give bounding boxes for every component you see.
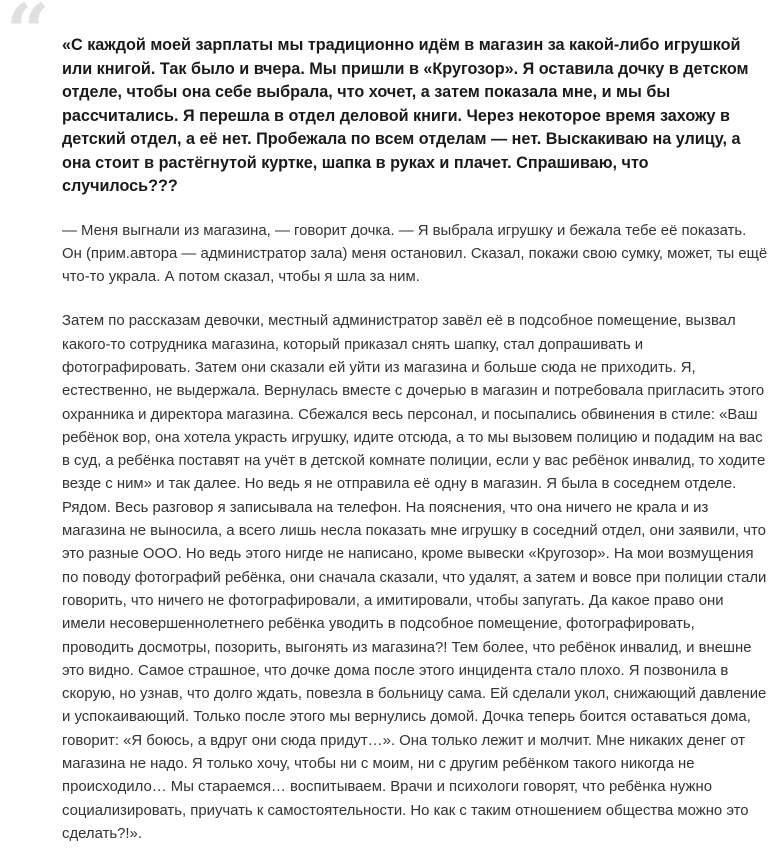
paragraph-daughter-quote: — Меня выгнали из магазина, — говорит дочка. — Я выбрала игрушку и бежала тебе её показать. Он (прим.автора — администратор зала) меня остановил. Сказал, покажи свою сумку, может, ты ещё что-то украла. А потом сказал, чтобы я шла за ним. xyxy=(62,222,768,286)
quote-mark-icon: “ xyxy=(6,0,50,76)
paragraph-story: Затем по рассказам девочки, местный администратор завёл её в подсобное помещение, вызвал какого-то сотрудника магазина, который приказал снять шапку, стал допрашивать и фотографировать. Затем они сказали ей уйти из магазина и больше сюда не приходить. Я, естественно, не выдержала. Вернулась вместе с дочерью в магазин и потребовала пригласить этого охранника и директора магазина. Сбежался весь персонал, и посыпались обвинения в стиле: «Ваш ребёнок вор, она хотела украсть игрушку, идите отсюда, а то мы вызовем полицию и подадим на вас в суд, а ребёнка поставят на учёт в детской комнате полиции, если у вас ребёнок инвалид, то ходите везде с ним» и так далее. Но ведь я не отправила её одну в магазин. Я была в соседнем отделе. Рядом. Весь разговор я записывала на телефон. На пояснения, что она ничего не крала и из магазина не выносила, а всего лишь несла показать мне игрушку в соседний отдел, они заявили, что это разные ООО. Но ведь этого нигде не написано, кроме вывески «Кругозор». На мои возмущения по поводу фотографий ребёнка, они сначала сказали, что удалят, а затем и вовсе при полиции стали говорить, что ничего не фотографировали, а имитировали, чтобы запугать. Да какое право они имели несовершеннолетнего ребёнка уводить в подсобное помещение, фотографировать, проводить досмотры, позорить, выгонять из магазина?! Тем более, что ребёнок инвалид, и внешне это видно. Самое страшное, что дочке дома после этого инцидента стало плохо. Я позвонила в скорую, но узнав, что долго ждать, повезла в больницу сама. Ей сделали укол, снижающий давление и успокаивающий. Только после этого мы вернулись домой. Дочка теперь боится оставаться дома, говорит: «Я боюсь, а вдруг они сюда придут…». Она только лежит и молчит. Мне никаких денег от магазина не надо. Я только хочу, чтобы ни с моим, ни с другим ребёнком такого никогда не происходило… Мы стараемся… воспитываем. Врачи и психологи говорят, что ребёнка нужно социализировать, приучать к самостоятельности. Но как с таким отношением общества можно это сделать?!». xyxy=(62,313,767,842)
blockquote-text: «С каждой моей зарплаты мы традиционно идём в магазин за какой-либо игрушкой или книгой. Так было и вчера. Мы пришли в «Кругозор». Я оставила дочку в детском отделе, чтобы она себе выбрала, что хочет, а затем показала мне, и мы бы рассчитались. Я перешла в отдел деловой книги. Через некоторое время захожу в детский отдел, а её нет. Пробежала по всем отделам — нет. Выскакиваю на улицу, а она стоит в растёгнутой куртке, шапка в руках и плачет. Спрашиваю, что случилось??? xyxy=(62,36,749,195)
article-body xyxy=(62,34,768,846)
